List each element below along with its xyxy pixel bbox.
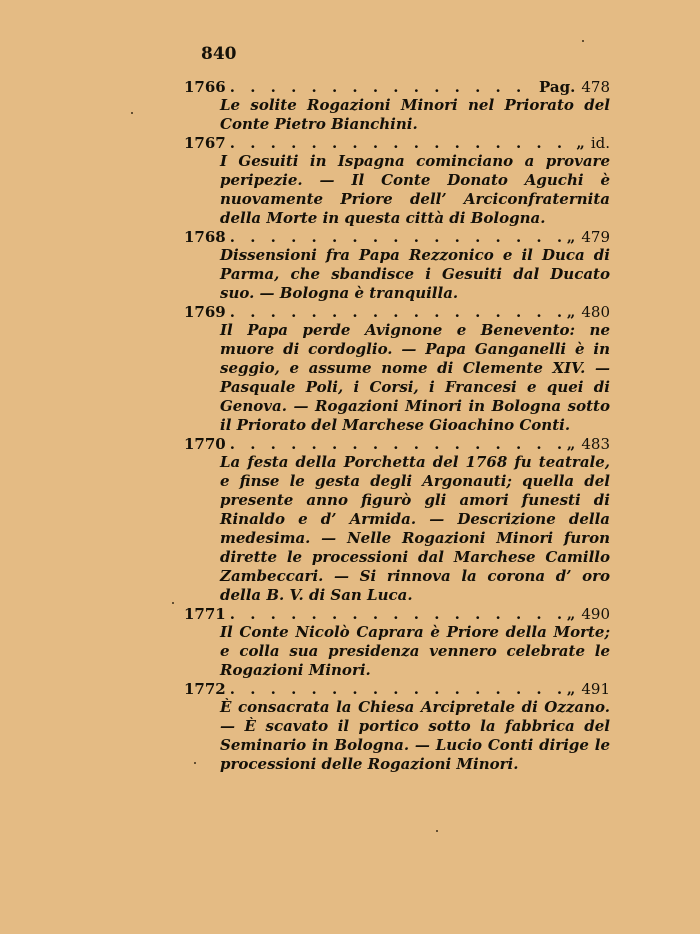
index-entry [184, 680, 610, 774]
paper-speck [436, 830, 438, 832]
entry-year: 1770 [184, 435, 226, 453]
leader-dots [230, 78, 537, 96]
entry-year: 1767 [184, 134, 226, 152]
index-entry [184, 303, 610, 435]
page-ref-label: „ [566, 680, 576, 698]
index-entry [184, 228, 610, 303]
entry-year: 1768 [184, 228, 226, 246]
index-entry [184, 134, 610, 228]
page-ref-label: „ [576, 134, 585, 152]
entry-description: È consacrata la Chiesa Arcipretale di Ozzano. — È scavato il portico sotto la fabbrica del Seminario in Bologna. — Lucio Conti dirige le processioni delle Rogazioni Minori. [220, 698, 610, 773]
entry-heading [184, 680, 610, 698]
page-reference [539, 78, 610, 96]
paper-speck [194, 762, 196, 764]
leader-dots [230, 134, 574, 152]
entry-year: 1769 [184, 303, 226, 321]
page-ref-number: 478 [581, 78, 610, 96]
page-reference [567, 680, 610, 698]
page-ref-label: „ [566, 303, 576, 321]
index-entry [184, 605, 610, 680]
entry-description: La festa della Porchetta del 1768 fu teatrale, e finse le gesta degli Argonauti; quella del presente anno figurò gli amori funesti di Rinaldo e d’ Armida. — Descrizione della medesima. — Nelle Rogazioni Minori furon dirette le processioni dal Marchese Camillo Zambeccari. — Si rinnova la corona d’ oro della B. V. di San Luca. [220, 453, 610, 604]
page-reference [567, 605, 610, 623]
index-entry [184, 435, 610, 605]
page-ref-number: id. [590, 134, 610, 152]
page-ref-number: 479 [581, 228, 610, 246]
entry-heading [184, 605, 610, 623]
index-entries [184, 78, 610, 774]
entry-heading [184, 303, 610, 321]
leader-dots [230, 435, 565, 453]
leader-dots [230, 303, 565, 321]
page-ref-number: 483 [581, 435, 610, 453]
entry-heading [184, 78, 610, 96]
page-reference [576, 134, 610, 152]
entry-year: 1766 [184, 78, 226, 96]
page-ref-label: „ [566, 605, 576, 623]
page-number: 840 [201, 44, 237, 64]
page-ref-number: 480 [581, 303, 610, 321]
entry-description: Dissensioni fra Papa Rezzonico e il Duca di Parma, che sbandisce i Gesuiti dal Ducato suo. — Bologna è tranquilla. [220, 246, 610, 302]
paper-speck [131, 112, 133, 114]
leader-dots [230, 680, 565, 698]
entry-description: Il Conte Nicolò Caprara è Priore della Morte; e colla sua presidenza vennero celebrate le Rogazioni Minori. [220, 623, 610, 679]
page-ref-number: 490 [581, 605, 610, 623]
page-ref-label: „ [566, 435, 576, 453]
page-ref-label: Pag. [539, 78, 576, 96]
entry-description: Il Papa perde Avignone e Benevento: ne muore di cordoglio. — Papa Ganganelli è in seggio, e assume nome di Clemente XIV. — Pasquale Poli, i Corsi, i Francesi e quei di Genova. — Rogazioni Minori in Bologna sotto il Priorato del Marchese Gioachino Conti. [220, 321, 610, 434]
page-ref-number: 491 [581, 680, 610, 698]
page-reference [567, 435, 610, 453]
entry-heading [184, 134, 610, 152]
page-ref-label: „ [566, 228, 576, 246]
entry-heading [184, 435, 610, 453]
leader-dots [230, 228, 565, 246]
page-reference [567, 303, 610, 321]
index-entry [184, 78, 610, 134]
leader-dots [230, 605, 565, 623]
entry-description: Le solite Rogazioni Minori nel Priorato del Conte Pietro Bianchini. [220, 96, 610, 133]
entry-year: 1771 [184, 605, 226, 623]
entry-description: I Gesuiti in Ispagna cominciano a provare peripezie. — Il Conte Donato Aguchi è nuovamente Priore dell’ Arciconfraternita della Morte in questa città di Bologna. [220, 152, 610, 227]
paper-speck [172, 602, 174, 604]
entry-heading [184, 228, 610, 246]
page-reference [567, 228, 610, 246]
paper-speck [582, 40, 584, 42]
entry-year: 1772 [184, 680, 226, 698]
